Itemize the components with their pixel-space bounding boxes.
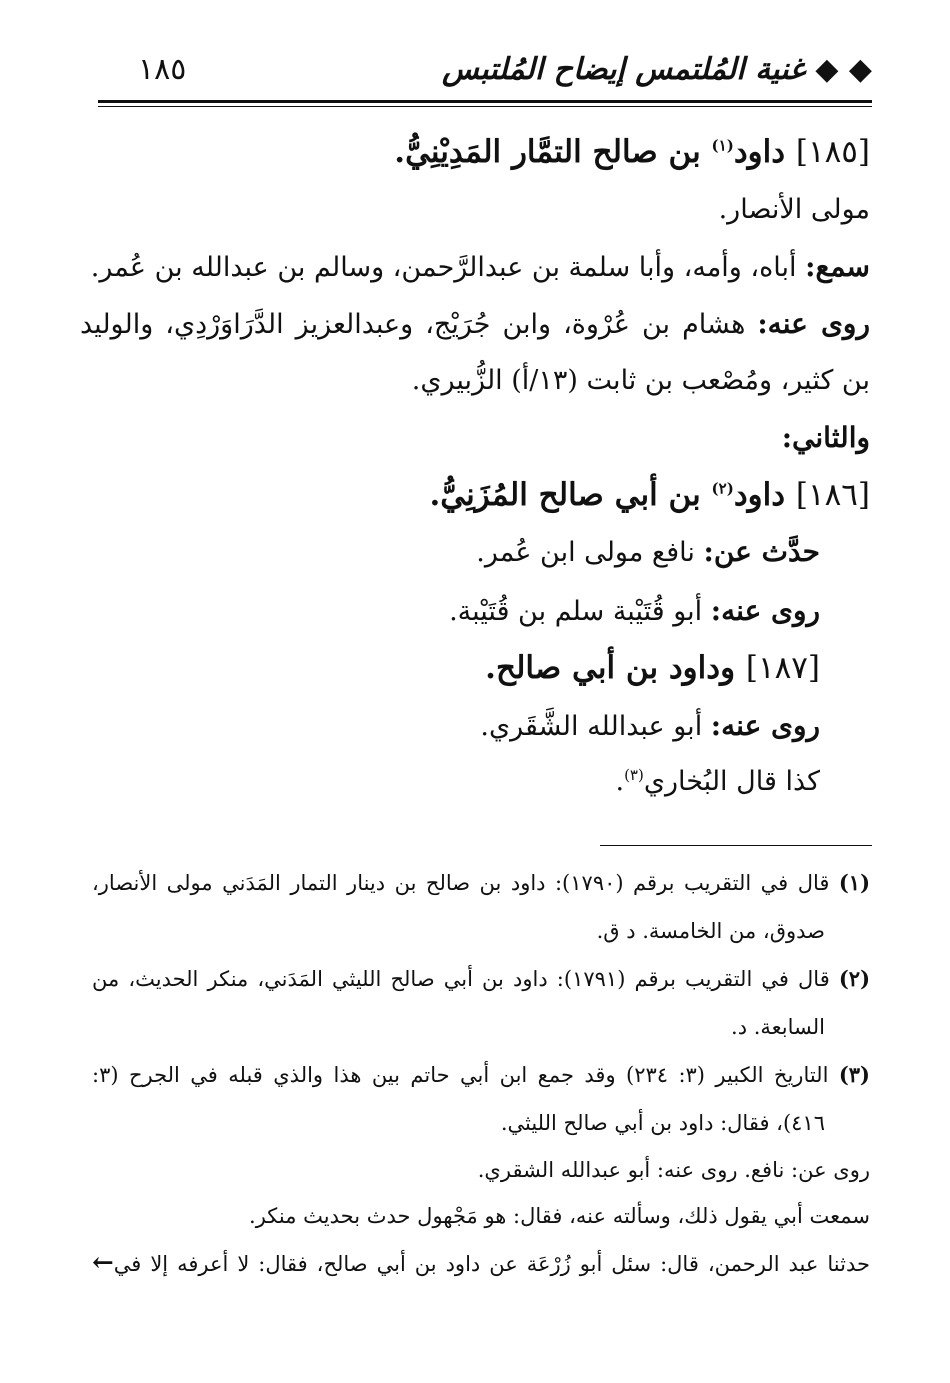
second-label: والثاني: (781, 421, 870, 454)
entry-186-name: داود (733, 477, 796, 513)
entry-187-rawa (480, 706, 820, 747)
footnote-1-cont: صدوق، من الخامسة. د ق. (596, 919, 825, 943)
entry-185-rawa-cont: بن كثير، ومُصْعب بن ثابت (١٣/أ) الزُّبيري. (411, 365, 870, 396)
footnote-ref-1: (١) (711, 136, 734, 155)
note-end: . (615, 766, 625, 797)
entry-185-line1: مولى الأنصار. (718, 194, 870, 225)
entry-186-title (430, 475, 871, 515)
footnote-3-cont: ٤١٦)، فقال: داود بن أبي صالح الليثي. (500, 1111, 825, 1135)
entry-185-number: [١٨٥] (795, 134, 870, 170)
footnote-ref-3: (٣) (624, 766, 644, 784)
running-title: ◆ ◆ غنية المُلتمس إيضاح المُلتبس (442, 52, 872, 87)
rawa-text: أبو قُتَيْبة سلم بن قُتَيْبة. (449, 596, 711, 627)
entry-187-note (615, 762, 820, 802)
footnote-2-label: (٢) (838, 966, 871, 991)
footnote-3-line3: روى عن: نافع. روى عنه: أبو عبدالله الشقري. (477, 1158, 870, 1182)
entry-187-number: [١٨٧] (745, 650, 820, 686)
entry-187-title (485, 648, 820, 688)
entry-186-number: [١٨٦] (795, 477, 870, 513)
entry-185-rawa (80, 304, 870, 345)
rawa-text: أبو عبدالله الشَّقَري. (480, 711, 711, 742)
entry-185-name-rest: بن صالح التمَّار المَدِيْنِيُّ. (394, 134, 712, 170)
footnote-3-line4: سمعت أبي يقول ذلك، وسألته عنه، فقال: هو مَجْهول حدث بحديث منكر. (249, 1204, 870, 1228)
entry-186-rawa (449, 591, 820, 632)
rawa-label: روى عنه: (710, 709, 820, 742)
rawa-text: هشام بن عُرْوة، وابن جُرَيْج، وعبدالعزيز الدَّرَاوَرْدِي، والوليد (80, 309, 758, 340)
footnote-1-label: (١) (838, 870, 871, 895)
footnote-3-line5-text: حدثنا عبد الرحمن، قال: سئل أبو زُرْعَة عن داود بن أبي صالح، فقال: لا أعرفه إلا في (113, 1252, 870, 1276)
page-number: ١٨٥ (138, 52, 187, 87)
footnote-2-cont: السابعة. د. (731, 1015, 825, 1039)
footnote-1 (92, 866, 870, 900)
footnote-ref-2: (٢) (711, 479, 734, 498)
entry-186-haddath (476, 532, 820, 573)
entry-185-sami (91, 247, 870, 288)
footnote-3-text: التاريخ الكبير (٣: ٢٣٤) وقد جمع ابن أبي حاتم بين هذا والذي قبله في الجرح (٣: (92, 1063, 839, 1087)
header-rule-thin (98, 106, 872, 107)
footnote-3-line5 (92, 1246, 870, 1281)
footnote-2-text: قال في التقريب برقم (١٧٩١): داود بن أبي صالح الليثي المَدَني، منكر الحديث، من (92, 967, 839, 991)
header-rule (98, 100, 872, 103)
entry-185-name: داود (733, 134, 796, 170)
footnote-3-label: (٣) (838, 1062, 870, 1087)
haddath-label: حدَّث عن: (703, 535, 820, 568)
entry-186-name-rest: بن أبي صالح المُزَنِيُّ. (429, 477, 712, 513)
sami-label: سمع: (805, 250, 870, 283)
footnote-2 (92, 962, 870, 996)
footnote-1-text: قال في التقريب برقم (١٧٩٠): داود بن صالح بن دينار التمار المَدَني مولى الأنصار، (92, 871, 839, 895)
note-text: كذا قال البُخاري (643, 766, 820, 797)
sami-text: أباه، وأمه، وأبا سلمة بن عبدالرَّحمن، وسالم بن عبدالله بن عُمر. (90, 252, 806, 283)
rawa-label: روى عنه: (757, 307, 870, 340)
haddath-text: نافع مولى ابن عُمر. (476, 537, 704, 568)
entry-187-name: وداود بن أبي صالح. (485, 650, 746, 686)
continue-arrow-icon: ← (92, 1248, 114, 1278)
rawa-label: روى عنه: (710, 594, 820, 627)
footnote-3 (92, 1058, 870, 1092)
entry-185-title (394, 132, 870, 172)
footnote-separator (600, 845, 872, 846)
